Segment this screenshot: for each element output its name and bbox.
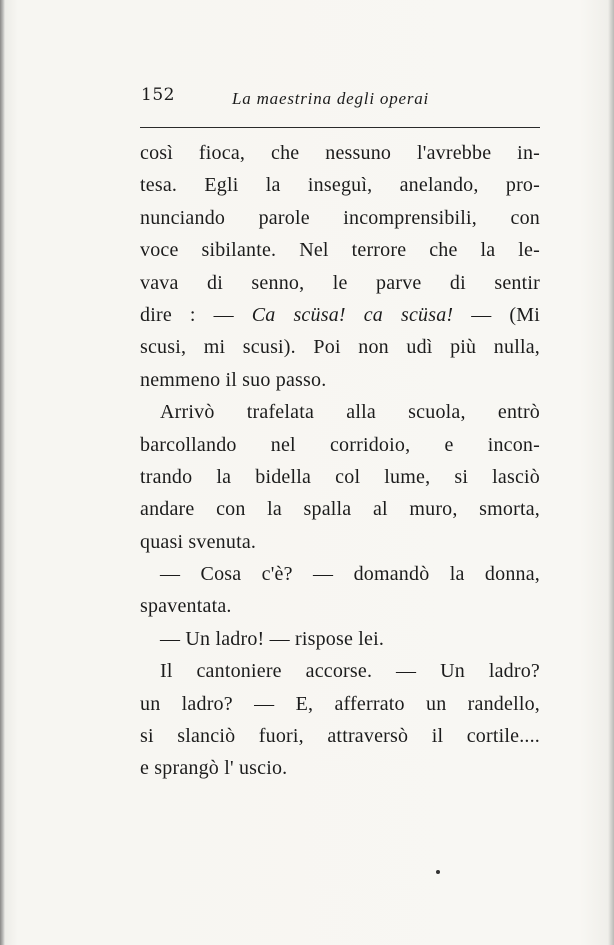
- text-line: nunciando parole incomprensibili, con: [140, 206, 540, 229]
- text-line: barcollando nel corridoio, e incon-: [140, 433, 540, 456]
- paragraph-start-line: Il cantoniere accorse. — Un ladro?: [160, 660, 540, 683]
- text-line: tesa. Egli la inseguì, anelando, pro-: [140, 174, 540, 197]
- text-line: andare con la spalla al muro, smorta,: [140, 498, 540, 521]
- text-line: si slanciò fuori, attraversò il cortile....: [140, 725, 540, 748]
- header-rule: [140, 127, 540, 128]
- running-title: La maestrina degli operai: [232, 89, 430, 108]
- dialogue-line: — Cosa c'è? — domandò la donna,: [160, 563, 540, 586]
- dialogue-line: — Un ladro! — rispose lei.: [160, 627, 385, 650]
- text-segment: dire : —: [140, 303, 252, 326]
- italic-dialect-phrase: Ca scüsa! ca scüsa!: [251, 303, 454, 326]
- body-text: [140, 137, 540, 785]
- page-number: 152: [141, 85, 175, 105]
- page-header: [140, 85, 540, 115]
- text-line: vava di senno, le parve di sentir: [140, 271, 540, 294]
- text-line: così fioca, che nessuno l'avrebbe in-: [140, 142, 540, 164]
- text-line: voce sibilante. Nel terrore che la le-: [140, 239, 540, 262]
- text-line-with-dialect: [140, 299, 540, 331]
- text-line: nemmeno il suo passo.: [140, 368, 327, 391]
- text-line: quasi svenuta.: [140, 530, 257, 553]
- text-segment: — (Mi: [453, 303, 540, 326]
- page-left-edge-shadow: [0, 0, 5, 945]
- ink-speck: [436, 870, 440, 874]
- text-line: un ladro? — E, afferrato un randello,: [140, 692, 540, 715]
- text-line: trando la bidella col lume, si lasciò: [140, 465, 540, 488]
- text-line: scusi, mi scusi). Poi non udì più nulla,: [140, 336, 540, 359]
- page-right-edge-shadow: [608, 0, 614, 945]
- paragraph-start-line: Arrivò trafelata alla scuola, entrò: [160, 401, 540, 424]
- text-line: spaventata.: [140, 595, 232, 618]
- text-line: e sprangò l' uscio.: [140, 757, 288, 780]
